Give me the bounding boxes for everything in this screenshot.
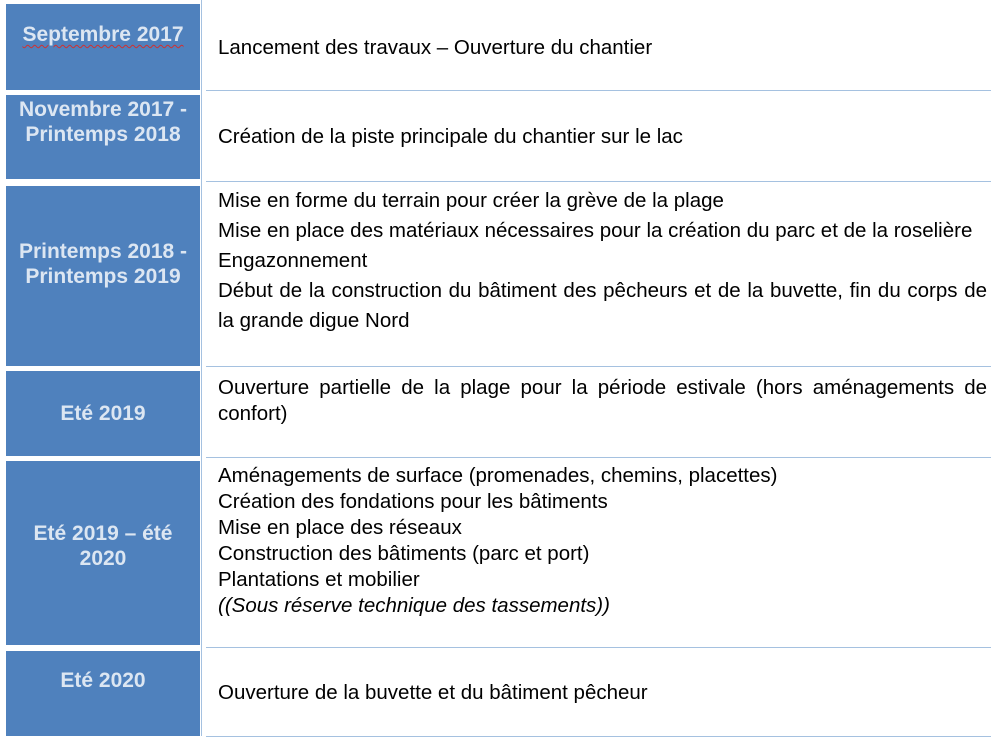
timeline-date-cell (6, 371, 200, 456)
timeline-date: Novembre 2017 - Printemps 2018 (18, 98, 188, 146)
timeline-date: Septembre 2017 (22, 23, 184, 46)
row-divider (206, 457, 991, 458)
row-divider (206, 181, 991, 182)
timeline-date: Eté 2020 (60, 669, 146, 692)
timeline-description-line: Aménagements de surface (promenades, chemins, placettes) (218, 464, 778, 487)
row-divider (206, 90, 991, 91)
timeline-description (218, 651, 991, 736)
timeline-row-novembre-2017 (6, 95, 991, 179)
timeline-row-ete-2019 (6, 371, 991, 456)
timeline-description-line: Plantations et mobilier (218, 568, 420, 591)
timeline-row-ete-2020 (6, 651, 991, 736)
row-divider (206, 647, 991, 648)
timeline-description-line: Engazonnement (218, 249, 368, 272)
timeline-description-line: Lancement des travaux – Ouverture du chantier (218, 36, 653, 59)
timeline-row-printemps-2018 (6, 186, 991, 366)
timeline-description-line: Construction des bâtiments (parc et port) (218, 542, 590, 565)
timeline-description-line: Création des fondations pour les bâtiments (218, 490, 608, 513)
timeline-date: Eté 2019 – été 2020 (33, 522, 173, 570)
timeline-date: Eté 2019 (60, 402, 146, 425)
timeline-date-cell (6, 651, 200, 736)
timeline-description (218, 95, 991, 179)
timeline-description-line: Mise en place des matériaux nécessaires pour la création du parc et de la roselière (218, 219, 973, 242)
timeline-description-line: Ouverture partielle de la plage pour la période estivale (hors aménagements de confort) (218, 376, 987, 425)
timeline-description (218, 371, 991, 456)
timeline-description (218, 461, 991, 645)
timeline-description (218, 186, 991, 366)
timeline-description-line: Mise en place des réseaux (218, 516, 462, 539)
timeline-description-line: Ouverture de la buvette et du bâtiment pêcheur (218, 681, 648, 704)
timeline-description-note: ((Sous réserve technique des tassements)) (218, 594, 610, 617)
timeline-date-cell (6, 461, 200, 645)
timeline-description (218, 4, 991, 90)
row-divider (206, 736, 991, 737)
timeline-date-cell (6, 186, 200, 366)
timeline-description-line: Début de la construction du bâtiment des pêcheurs et de la buvette, fin du corps de la grande digue Nord (218, 279, 987, 332)
timeline-row-septembre-2017 (6, 4, 991, 90)
timeline-date-cell (6, 4, 200, 90)
timeline-date-cell (6, 95, 200, 179)
timeline-date: Printemps 2018 - Printemps 2019 (18, 240, 188, 288)
timeline-description-line: Mise en forme du terrain pour créer la grève de la plage (218, 189, 724, 212)
timeline-description-line: Création de la piste principale du chantier sur le lac (218, 125, 683, 148)
timeline-row-ete-2019-ete-2020 (6, 461, 991, 645)
row-divider (206, 366, 991, 367)
